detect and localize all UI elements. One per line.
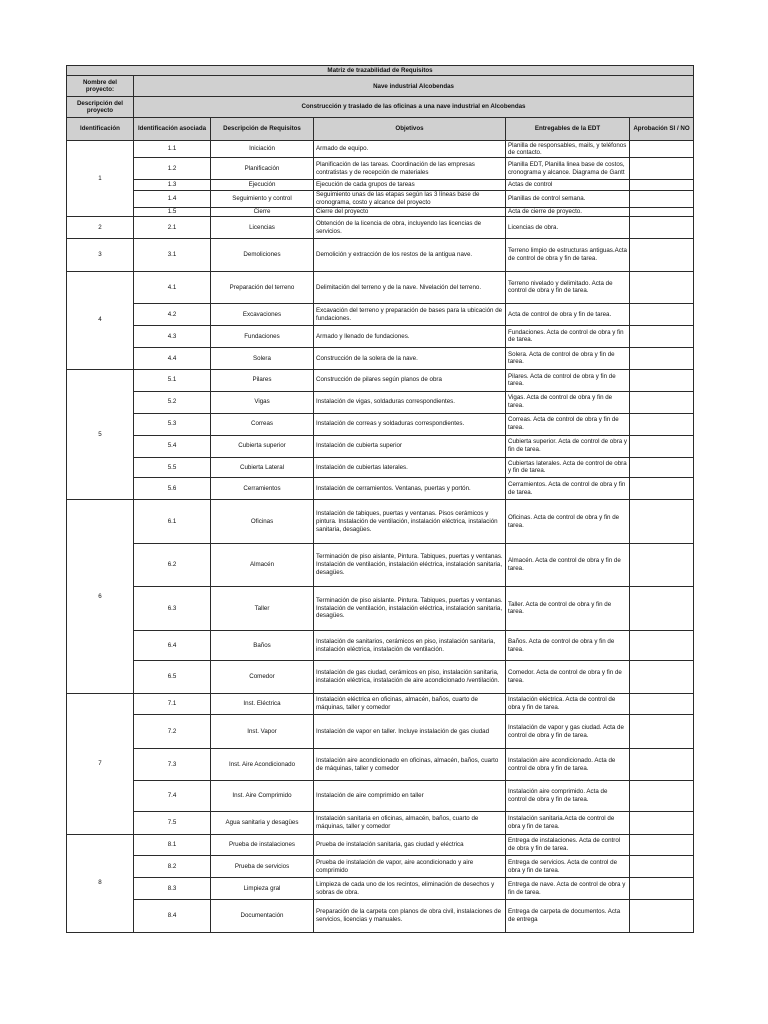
approval-cell bbox=[630, 478, 694, 500]
objective-cell: Instalación de cubierta superior bbox=[314, 435, 506, 457]
group-id-cell: 6 bbox=[67, 500, 134, 693]
approval-cell bbox=[630, 748, 694, 780]
requirement-description-cell: Fundaciones bbox=[211, 326, 314, 348]
approval-cell bbox=[630, 326, 694, 348]
table-row bbox=[67, 326, 694, 348]
table-row bbox=[67, 391, 694, 413]
requirement-description-cell: Seguimiento y control bbox=[211, 190, 314, 207]
approval-cell bbox=[630, 878, 694, 900]
deliverable-cell: Entrega de nave. Acta de control de obra y fin de tarea. bbox=[506, 878, 630, 900]
approval-cell bbox=[630, 180, 694, 190]
traceability-matrix-table bbox=[66, 65, 694, 933]
objective-cell: Instalación de vigas, soldaduras correspondientes. bbox=[314, 391, 506, 413]
approval-cell bbox=[630, 347, 694, 369]
approval-cell bbox=[630, 239, 694, 271]
requirement-description-cell: Almacén bbox=[211, 544, 314, 587]
column-header-entregables: Entregables de la EDT bbox=[506, 118, 630, 141]
requirement-description-cell: Preparación del terreno bbox=[211, 271, 314, 303]
deliverable-cell: Vigas. Acta de control de obra y fin de tarea. bbox=[506, 391, 630, 413]
table-row bbox=[67, 900, 694, 933]
requirement-description-cell: Prueba de servicios bbox=[211, 856, 314, 878]
associated-id-cell: 6.2 bbox=[134, 544, 211, 587]
approval-cell bbox=[630, 304, 694, 326]
requirement-description-cell: Documentación bbox=[211, 900, 314, 933]
objective-cell: Instalación de correas y soldaduras correspondientes. bbox=[314, 413, 506, 435]
requirement-description-cell: Limpieza gral bbox=[211, 878, 314, 900]
table-row bbox=[67, 158, 694, 180]
group-id-cell: 5 bbox=[67, 369, 134, 500]
table-row bbox=[67, 587, 694, 631]
associated-id-cell: 6.4 bbox=[134, 630, 211, 660]
requirement-description-cell: Inst. Aire Acondicionado bbox=[211, 748, 314, 780]
approval-cell bbox=[630, 856, 694, 878]
requirement-description-cell: Solera bbox=[211, 347, 314, 369]
associated-id-cell: 1.5 bbox=[134, 208, 211, 217]
table-row bbox=[67, 217, 694, 239]
requirement-description-cell: Iniciación bbox=[211, 141, 314, 158]
approval-cell bbox=[630, 693, 694, 715]
table-row bbox=[67, 369, 694, 391]
associated-id-cell: 7.3 bbox=[134, 748, 211, 780]
group-id-cell: 2 bbox=[67, 217, 134, 239]
column-header-identificacion: Identificación bbox=[67, 118, 134, 141]
objective-cell: Demolición y extracción de los restos de la antigua nave. bbox=[314, 239, 506, 271]
requirement-description-cell: Licencias bbox=[211, 217, 314, 239]
group-id-cell: 1 bbox=[67, 141, 134, 217]
requirement-description-cell: Cierre bbox=[211, 208, 314, 217]
requirement-description-cell: Inst. Vapor bbox=[211, 715, 314, 748]
associated-id-cell: 5.4 bbox=[134, 435, 211, 457]
requirement-description-cell: Pilares bbox=[211, 369, 314, 391]
objective-cell: Construcción de pilares según planos de obra bbox=[314, 369, 506, 391]
approval-cell bbox=[630, 391, 694, 413]
requirement-description-cell: Comedor bbox=[211, 661, 314, 693]
project-description-label: Descripción del proyecto bbox=[67, 97, 134, 118]
approval-cell bbox=[630, 715, 694, 748]
table-row bbox=[67, 141, 694, 158]
associated-id-cell: 8.1 bbox=[134, 834, 211, 856]
table-row bbox=[67, 208, 694, 217]
column-header-aprobacion: Aprobación SI / NO bbox=[630, 118, 694, 141]
deliverable-cell: Licencias de obra. bbox=[506, 217, 630, 239]
associated-id-cell: 1.3 bbox=[134, 180, 211, 190]
approval-cell bbox=[630, 413, 694, 435]
associated-id-cell: 7.2 bbox=[134, 715, 211, 748]
matrix-title: Matriz de trazabilidad de Requisitos bbox=[67, 66, 694, 76]
associated-id-cell: 5.5 bbox=[134, 457, 211, 478]
associated-id-cell: 8.4 bbox=[134, 900, 211, 933]
deliverable-cell: Cubiertas laterales. Acta de control de obra y fin de tarea. bbox=[506, 457, 630, 478]
deliverable-cell: Almacén. Acta de control de obra y fin de tarea. bbox=[506, 544, 630, 587]
objective-cell: Terminación de piso aislante. Pintura. Tabiques, puertas y ventanas. Instalación de ventilación, instalación eléctrica, instalación sanitaria, desagües. bbox=[314, 587, 506, 631]
group-id-cell: 4 bbox=[67, 271, 134, 369]
deliverable-cell: Pilares. Acta de control de obra y fin de tarea. bbox=[506, 369, 630, 391]
deliverable-cell: Cerramientos. Acta de control de obra y fin de tarea. bbox=[506, 478, 630, 500]
deliverable-cell: Entrega de servicios. Acta de control de obra y fin de tarea. bbox=[506, 856, 630, 878]
associated-id-cell: 4.1 bbox=[134, 271, 211, 303]
table-row bbox=[67, 271, 694, 303]
associated-id-cell: 7.5 bbox=[134, 811, 211, 834]
requirement-description-cell: Excavaciones bbox=[211, 304, 314, 326]
column-header-descripcion: Descripción de Requisitos bbox=[211, 118, 314, 141]
table-row bbox=[67, 304, 694, 326]
deliverable-cell: Acta de control de obra y fin de tarea. bbox=[506, 304, 630, 326]
objective-cell: Limpieza de cada uno de los recintos, eliminación de desechos y sobras de obra. bbox=[314, 878, 506, 900]
column-header-row bbox=[67, 118, 694, 141]
requirement-description-cell: Cubierta superior bbox=[211, 435, 314, 457]
objective-cell: Cierre del proyecto bbox=[314, 208, 506, 217]
associated-id-cell: 4.2 bbox=[134, 304, 211, 326]
table-row bbox=[67, 811, 694, 834]
requirement-description-cell: Taller bbox=[211, 587, 314, 631]
approval-cell bbox=[630, 457, 694, 478]
associated-id-cell: 4.3 bbox=[134, 326, 211, 348]
deliverable-cell: Planilla EDT, Planilla linea base de costos, cronograma y alcance. Diagrama de Gantt bbox=[506, 158, 630, 180]
objective-cell: Armado y llenado de fundaciones. bbox=[314, 326, 506, 348]
approval-cell bbox=[630, 630, 694, 660]
associated-id-cell: 5.6 bbox=[134, 478, 211, 500]
approval-cell bbox=[630, 544, 694, 587]
deliverable-cell: Oficinas. Acta de control de obra y fin de tarea. bbox=[506, 500, 630, 544]
objective-cell: Instalación aire acondicionado en oficinas, almacén, baños, cuarto de máquinas, taller y comedor bbox=[314, 748, 506, 780]
column-header-identificacion-asociada: Identificación asociada bbox=[134, 118, 211, 141]
approval-cell bbox=[630, 587, 694, 631]
table-row bbox=[67, 478, 694, 500]
requirement-description-cell: Prueba de instalaciones bbox=[211, 834, 314, 856]
approval-cell bbox=[630, 900, 694, 933]
associated-id-cell: 8.2 bbox=[134, 856, 211, 878]
column-header-objetivos: Objetivos bbox=[314, 118, 506, 141]
table-row bbox=[67, 661, 694, 693]
requirement-description-cell: Planificación bbox=[211, 158, 314, 180]
objective-cell: Instalación de gas ciudad, cerámicos en piso, instalación sanitaria, instalación eléctrica, instalación de aire acondicionado /ventilación. bbox=[314, 661, 506, 693]
project-name-value: Nave industrial Alcobendas bbox=[134, 76, 694, 97]
deliverable-cell: Terreno nivelado y delimitado. Acta de control de obra y fin de tarea. bbox=[506, 271, 630, 303]
table-row bbox=[67, 856, 694, 878]
table-row bbox=[67, 457, 694, 478]
table-row bbox=[67, 190, 694, 207]
deliverable-cell: Acta de cierre de proyecto. bbox=[506, 208, 630, 217]
approval-cell bbox=[630, 208, 694, 217]
deliverable-cell: Cubierta superior. Acta de control de obra y fin de tarea. bbox=[506, 435, 630, 457]
objective-cell: Instalación eléctrica en oficinas, almacén, baños, cuarto de máquinas, taller y comedor bbox=[314, 693, 506, 715]
objective-cell: Instalación de aire comprimido en taller bbox=[314, 781, 506, 811]
objective-cell: Instalación de cerramientos. Ventanas, puertas y portón. bbox=[314, 478, 506, 500]
project-description-value: Construcción y traslado de las oficinas a una nave industrial en Alcobendas bbox=[134, 97, 694, 118]
group-id-cell: 8 bbox=[67, 834, 134, 933]
table-row bbox=[67, 544, 694, 587]
table-row bbox=[67, 347, 694, 369]
objective-cell: Seguimiento unas de las etapas según las 3 líneas base de cronograma, costo y alcance del proyecto bbox=[314, 190, 506, 207]
deliverable-cell: Instalación aire acondicionado. Acta de control de obra y fin de tarea. bbox=[506, 748, 630, 780]
objective-cell: Planificación de las tareas. Coordinación de las empresas contratistas y de recepción de materiales bbox=[314, 158, 506, 180]
objective-cell: Armado de equipo. bbox=[314, 141, 506, 158]
associated-id-cell: 1.2 bbox=[134, 158, 211, 180]
requirement-description-cell: Inst. Eléctrica bbox=[211, 693, 314, 715]
group-id-cell: 3 bbox=[67, 239, 134, 271]
deliverable-cell: Comedor. Acta de control de obra y fin de tarea. bbox=[506, 661, 630, 693]
objective-cell: Prueba de instalación sanitaria, gas ciudad y eléctrica bbox=[314, 834, 506, 856]
objective-cell: Instalación de tabiques, puertas y ventanas. Pisos cerámicos y pintura. Instalación de ventilación, instalación eléctrica, instalación sanitaria, desagües. bbox=[314, 500, 506, 544]
approval-cell bbox=[630, 190, 694, 207]
table-row bbox=[67, 180, 694, 190]
approval-cell bbox=[630, 141, 694, 158]
objective-cell: Excavación del terreno y preparación de bases para la ubicación de fundaciones. bbox=[314, 304, 506, 326]
deliverable-cell: Entrega de carpeta de documentos. Acta de entrega bbox=[506, 900, 630, 933]
deliverable-cell: Correas. Acta de control de obra y fin de tarea. bbox=[506, 413, 630, 435]
objective-cell: Instalación de vapor en taller. Incluye instalación de gas ciudad bbox=[314, 715, 506, 748]
associated-id-cell: 1.1 bbox=[134, 141, 211, 158]
deliverable-cell: Entrega de instalaciones. Acta de control de obra y fin de tarea. bbox=[506, 834, 630, 856]
table-row bbox=[67, 413, 694, 435]
objective-cell: Ejecución de cada grupos de tareas bbox=[314, 180, 506, 190]
requirement-description-cell: Vigas bbox=[211, 391, 314, 413]
requirement-description-cell: Demoliciones bbox=[211, 239, 314, 271]
project-name-label: Nombre del proyecto: bbox=[67, 76, 134, 97]
deliverable-cell: Instalación eléctrica. Acta de control de obra y fin de tarea. bbox=[506, 693, 630, 715]
table-row bbox=[67, 630, 694, 660]
approval-cell bbox=[630, 158, 694, 180]
deliverable-cell: Solera. Acta de control de obra y fin de tarea. bbox=[506, 347, 630, 369]
approval-cell bbox=[630, 781, 694, 811]
associated-id-cell: 2.1 bbox=[134, 217, 211, 239]
associated-id-cell: 6.5 bbox=[134, 661, 211, 693]
table-row bbox=[67, 239, 694, 271]
requirement-description-cell: Correas bbox=[211, 413, 314, 435]
group-id-cell: 7 bbox=[67, 693, 134, 834]
associated-id-cell: 4.4 bbox=[134, 347, 211, 369]
deliverable-cell: Taller. Acta de control de obra y fin de tarea. bbox=[506, 587, 630, 631]
approval-cell bbox=[630, 271, 694, 303]
associated-id-cell: 5.1 bbox=[134, 369, 211, 391]
objective-cell: Construcción de la solera de la nave. bbox=[314, 347, 506, 369]
deliverable-cell: Instalación sanitaria.Acta de control de obra y fin de tarea. bbox=[506, 811, 630, 834]
associated-id-cell: 3.1 bbox=[134, 239, 211, 271]
table-row bbox=[67, 781, 694, 811]
requirement-description-cell: Cerramientos bbox=[211, 478, 314, 500]
objective-cell: Instalación de cubiertas laterales. bbox=[314, 457, 506, 478]
associated-id-cell: 1.4 bbox=[134, 190, 211, 207]
project-name-row bbox=[67, 76, 694, 97]
approval-cell bbox=[630, 435, 694, 457]
table-row bbox=[67, 435, 694, 457]
deliverable-cell: Instalación aire comprimido. Acta de control de obra y fin de tarea. bbox=[506, 781, 630, 811]
approval-cell bbox=[630, 369, 694, 391]
table-row bbox=[67, 748, 694, 780]
deliverable-cell: Terreno limpio de estructuras antiguas.Acta de control de obra y fin de tarea. bbox=[506, 239, 630, 271]
requirement-description-cell: Baños bbox=[211, 630, 314, 660]
objective-cell: Instalación sanitaria en oficinas, almacén, baños, cuarto de máquinas, taller y comedor bbox=[314, 811, 506, 834]
objective-cell: Instalación de sanitarios, cerámicos en piso, instalación sanitaria, instalación eléctrica, instalación de ventilación. bbox=[314, 630, 506, 660]
requirement-description-cell: Agua sanitaria y desagües bbox=[211, 811, 314, 834]
table-row bbox=[67, 500, 694, 544]
table-row bbox=[67, 878, 694, 900]
associated-id-cell: 6.3 bbox=[134, 587, 211, 631]
associated-id-cell: 7.4 bbox=[134, 781, 211, 811]
associated-id-cell: 5.3 bbox=[134, 413, 211, 435]
objective-cell: Obtención de la licencia de obra, incluyendo las licencias de servicios. bbox=[314, 217, 506, 239]
table-row bbox=[67, 693, 694, 715]
approval-cell bbox=[630, 834, 694, 856]
approval-cell bbox=[630, 661, 694, 693]
associated-id-cell: 6.1 bbox=[134, 500, 211, 544]
approval-cell bbox=[630, 500, 694, 544]
requirement-description-cell: Inst. Aire Comprimido bbox=[211, 781, 314, 811]
requirement-description-cell: Oficinas bbox=[211, 500, 314, 544]
deliverable-cell: Baños. Acta de control de obra y fin de tarea. bbox=[506, 630, 630, 660]
associated-id-cell: 7.1 bbox=[134, 693, 211, 715]
approval-cell bbox=[630, 811, 694, 834]
objective-cell: Delimitación del terreno y de la nave. Nivelación del terreno. bbox=[314, 271, 506, 303]
table-row bbox=[67, 834, 694, 856]
requirement-description-cell: Cubierta Lateral bbox=[211, 457, 314, 478]
objective-cell: Preparación de la carpeta con planos de obra civil, instalaciones de servicios, licencias y manuales. bbox=[314, 900, 506, 933]
project-description-row bbox=[67, 97, 694, 118]
table-row bbox=[67, 715, 694, 748]
associated-id-cell: 8.3 bbox=[134, 878, 211, 900]
deliverable-cell: Fundaciones. Acta de control de obra y fin de tarea. bbox=[506, 326, 630, 348]
associated-id-cell: 5.2 bbox=[134, 391, 211, 413]
deliverable-cell: Actas de control bbox=[506, 180, 630, 190]
approval-cell bbox=[630, 217, 694, 239]
title-row bbox=[67, 66, 694, 76]
deliverable-cell: Planilla de responsables, mails, y teléfonos de contacto. bbox=[506, 141, 630, 158]
objective-cell: Terminación de piso aislante, Pintura. Tabiques, puertas y ventanas. Instalación de ventilación, instalación eléctrica, instalación sanitaria, desagües. bbox=[314, 544, 506, 587]
deliverable-cell: Planillas de control semana. bbox=[506, 190, 630, 207]
deliverable-cell: Instalación de vapor y gas ciudad. Acta de control de obra y fin de tarea. bbox=[506, 715, 630, 748]
requirement-description-cell: Ejecución bbox=[211, 180, 314, 190]
objective-cell: Prueba de instalación de vapor, aire acondicionado y aire comprimido bbox=[314, 856, 506, 878]
